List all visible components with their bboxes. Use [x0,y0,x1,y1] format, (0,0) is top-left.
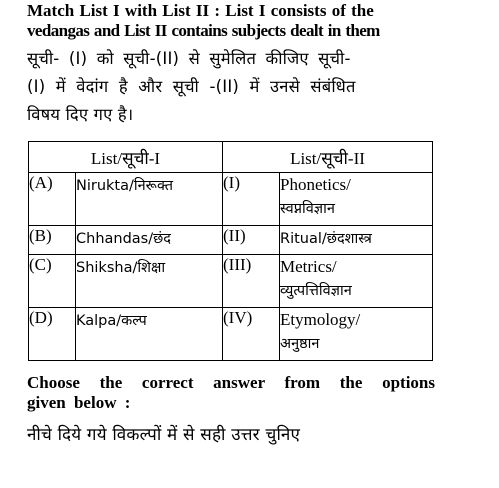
list-1-item-text: Shiksha/शिक्षा [76,260,166,276]
list-2-item [280,255,433,308]
intro-en-line-1: Match List I with List II : List I consists of the [27,1,374,20]
table-header-row [29,142,433,173]
list-2-item-line-1: Phonetics/ [280,175,351,194]
table-row [29,226,433,255]
list-2-header: List/सूची-II [223,142,433,173]
instruction-english [27,373,435,413]
list-2-item-line-2: अनुष्ठान [280,336,320,352]
list-2-code: (I) [223,173,280,226]
instruction-en-line-2: given below : [27,393,131,412]
list-2-code: (IV) [223,308,280,361]
list-1-code: (C) [29,255,76,308]
list-1-item-text: Kalpa/कल्प [76,313,147,329]
match-table [28,141,433,361]
list-1-item-text: Chhandas/छंद [76,231,171,247]
table-row [29,308,433,361]
intro-hi-line-2: (I) में वेदांग है और सूची -(II) में उनसे संबंधित [27,77,356,96]
list-2-item [280,308,433,361]
instruction-hindi: नीचे दिये गये विकल्पों में से सही उत्तर चुनिए [27,425,301,445]
list-2-item-line-2: व्युत्पत्तिविज्ञान [280,283,352,299]
list-1-item [76,173,223,226]
intro-hi-line-1: सूची- (I) को सूची-(II) से सुमेलित कीजिए सूची- [27,49,351,68]
list-1-header: List/सूची-I [29,142,223,173]
list-1-item-text: Nirukta/निरूक्त [76,178,173,194]
list-1-code: (D) [29,308,76,361]
intro-hi-line-3: विषय दिए गए है। [27,105,134,124]
table-row [29,255,433,308]
question-intro-hindi [27,45,437,129]
list-2-item [280,226,433,255]
instruction-en-line-1: Choose the correct answer from the options [27,373,435,392]
question-intro-english [27,1,435,41]
list-2-item-line-2: स्वप्नविज्ञान [280,201,335,217]
list-2-code: (III) [223,255,280,308]
list-2-item-line-1: Ritual/छंदशास्त्र [280,231,372,247]
list-2-item-line-1: Metrics/ [280,257,337,276]
list-2-item [280,173,433,226]
list-1-item [76,255,223,308]
list-2-code: (II) [223,226,280,255]
list-1-code: (A) [29,173,76,226]
list-1-item [76,308,223,361]
list-1-item [76,226,223,255]
list-2-item-line-1: Etymology/ [280,310,361,329]
table-row [29,173,433,226]
list-1-code: (B) [29,226,76,255]
intro-en-line-2: vedangas and List II contains subjects dealt in them [27,21,380,40]
